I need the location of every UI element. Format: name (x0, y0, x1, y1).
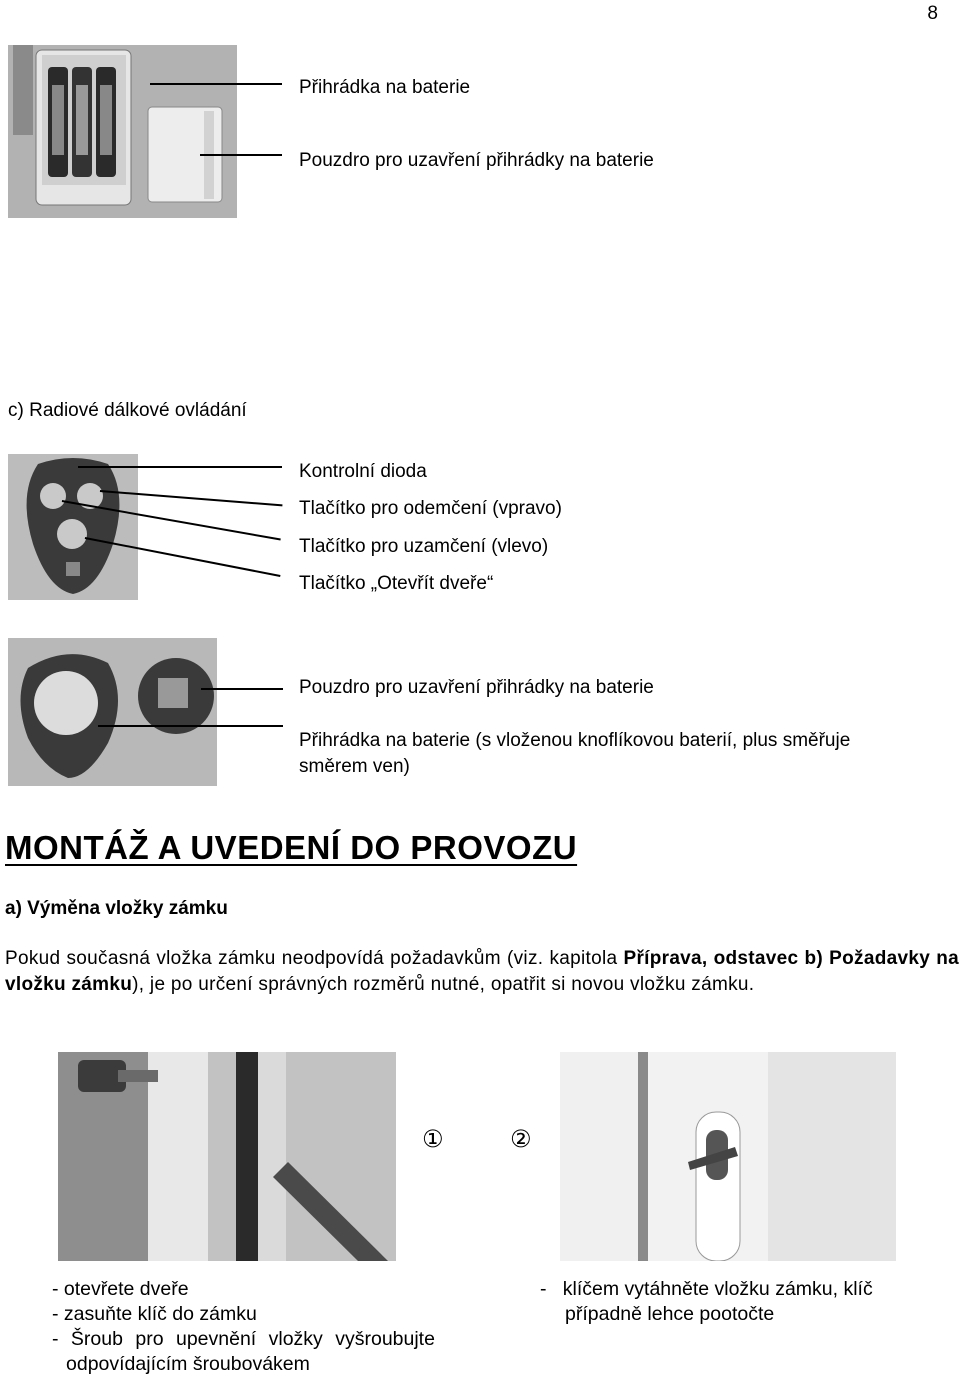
step-right-1-cont: případně lehce pootočte (565, 1303, 775, 1325)
step-1-photo (58, 1052, 396, 1261)
step-2-photo (560, 1052, 896, 1261)
step-2-marker: ② (510, 1126, 532, 1153)
step-left-3-cont: odpovídajícím šroubovákem (66, 1353, 310, 1375)
remote-battery-photo (8, 638, 217, 786)
leader-line (200, 154, 282, 156)
battery-compartment-photo (8, 45, 237, 218)
remote-label-open-door: Tlačítko „Otevřít dveře“ (299, 573, 494, 594)
step-2-illustration (560, 1052, 896, 1261)
bullet: - (52, 1303, 59, 1325)
remote-cover-label: Pouzdro pro uzavření přihrádky na baterie (299, 677, 654, 698)
step-left-3 (52, 1327, 435, 1352)
remote-label-diode: Kontrolní dioda (299, 461, 427, 482)
bullet: - (540, 1278, 547, 1300)
remote-compartment-label: Přihrádka na baterie (s vloženou knoflíkovou baterií, plus směřuje (299, 730, 851, 751)
remote-control-photo (8, 454, 138, 600)
paragraph-bold-reference: Příprava, odstavec b) Požadavky na vložku zámku (5, 948, 959, 995)
remote-control-illustration (8, 454, 138, 600)
step-text: Šroub pro upevnění vložky vyšroubujte (70, 1328, 435, 1350)
step-text: zasuňte klíč do zámku (63, 1303, 257, 1325)
battery-compartment-label: Přihrádka na baterie (299, 77, 471, 98)
leader-line (201, 688, 283, 690)
leader-line (98, 725, 283, 727)
step-1-illustration (58, 1052, 396, 1261)
remote-label-unlock: Tlačítko pro odemčení (vpravo) (299, 498, 562, 519)
paragraph-text: Pokud současná vložka zámku neodpovídá požadavkům (viz. kapitola (5, 948, 624, 969)
step-text: klíčem vytáhněte vložku zámku, klíč (562, 1278, 873, 1300)
remote-compartment-label-cont: směrem ven) (299, 756, 410, 777)
bullet: - (52, 1278, 59, 1300)
step-text: otevřete dveře (63, 1278, 189, 1300)
battery-cover-label: Pouzdro pro uzavření přihrádky na baterie (299, 150, 654, 171)
page-number: 8 (927, 3, 938, 24)
remote-label-lock: Tlačítko pro uzamčení (vlevo) (299, 536, 549, 557)
section-heading: MONTÁŽ A UVEDENÍ DO PROVOZU (5, 829, 578, 866)
bullet: - (52, 1328, 59, 1350)
subheading: a) Výměna vložky zámku (5, 898, 228, 919)
step-right-1 (540, 1277, 873, 1302)
montage-paragraph (5, 946, 959, 998)
leader-line (150, 83, 282, 85)
step-1-marker: ① (422, 1126, 444, 1153)
battery-compartment-illustration (8, 45, 237, 218)
paragraph-text-end: ), je po určení správných rozměrů nutné, opatřit si novou vložku zámku. (132, 974, 755, 995)
remote-section-title: c) Radiové dálkové ovládání (8, 400, 247, 421)
remote-battery-illustration (8, 638, 217, 786)
leader-line (78, 466, 282, 468)
step-left-1 (52, 1277, 189, 1302)
step-left-2 (52, 1302, 257, 1327)
